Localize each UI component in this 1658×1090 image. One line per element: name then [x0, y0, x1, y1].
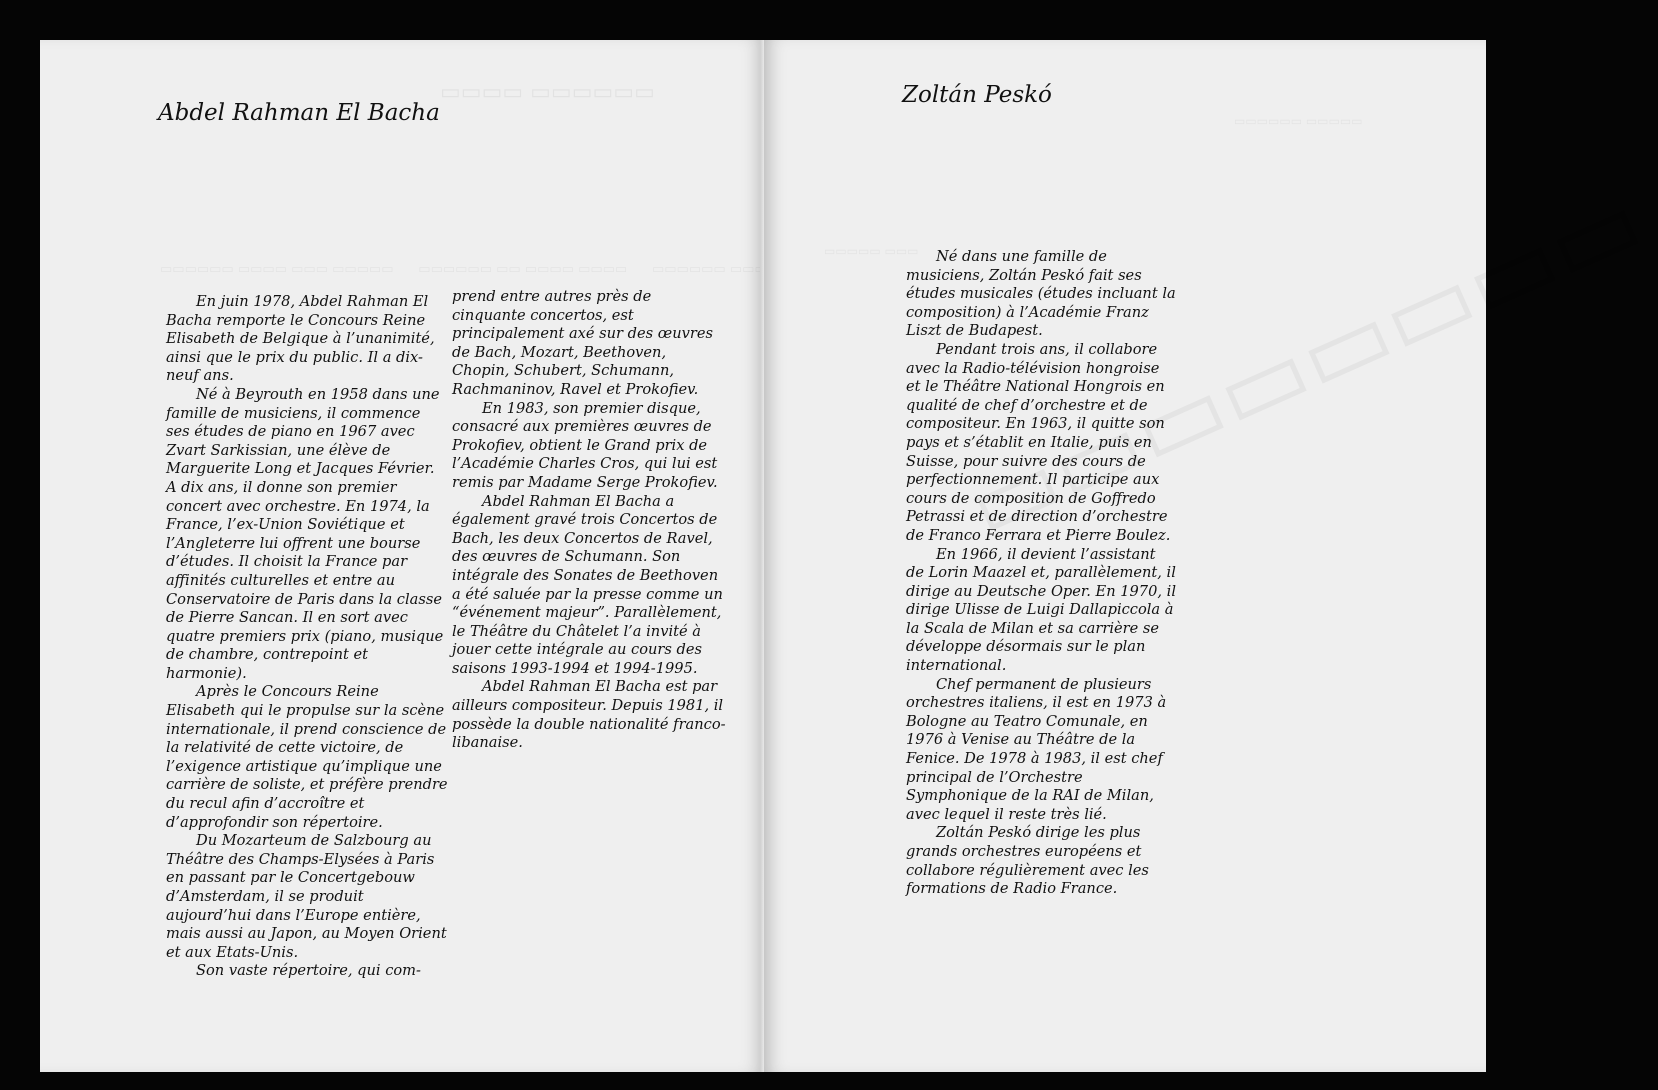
- bleed-through-text: ▭▭▭▭▭▭ ▭▭▭▭▭: [1234, 114, 1363, 128]
- paragraph: Abdel Rahman El Bacha est par ailleurs compositeur. Depuis 1981, il possède la double nationalité franco-libanaise.: [452, 678, 726, 752]
- paragraph: Du Mozarteum de Salzbourg au Théâtre des Champs-Elysées à Paris en passant par le Concertgebouw d’Amsterdam, il se produit aujourd’hui dans l’Europe entière, mais aussi au Japon, au Moyen Orient et aux Etats-Unis.: [166, 832, 447, 961]
- biography-column-1: [166, 293, 448, 981]
- biography-column-2: [452, 288, 726, 753]
- paragraph: Abdel Rahman El Bacha a également gravé trois Concertos de Bach, les deux Concertos de Ravel, des œuvres de Schumann. Son intégrale des Sonates de Beethoven a été saluée par la presse comme un “événement majeur”. Parallèlement, le Théâtre du Châtelet l’a invité à jouer cette intégrale au cours des saisons 1993-1994 et 1994-1995.: [452, 492, 723, 677]
- page-title: Abdel Rahman El Bacha: [158, 100, 440, 126]
- biography-column: [906, 248, 1178, 899]
- paragraph: Après le Concours Reine Elisabeth qui le propulse sur la scène internationale, il prend conscience de la relativité de cette victoire, de l’exigence artistique qu’implique une carrière de soliste, et préfère prendre du recul afin d’accroître et d’approfondir son répertoire.: [166, 683, 448, 831]
- paragraph: En 1983, son premier disque, consacré aux premières œuvres de Prokofiev, obtient le Grand prix de l’Académie Charles Cros, qui lui est remis par Madame Serge Prokofiev.: [452, 399, 718, 491]
- paragraph: Zoltán Peskó dirige les plus grands orchestres européens et collabore régulièrement avec les formations de Radio France.: [906, 824, 1149, 898]
- page-title: Zoltán Peskó: [902, 82, 1052, 108]
- left-page: [40, 40, 874, 1072]
- paragraph: prend entre autres près de cinquante concertos, est principalement axé sur des œuvres de Bach, Mozart, Beethoven, Chopin, Schubert, Schumann, Rachmaninov, Ravel et Prokofiev.: [452, 288, 713, 398]
- paragraph: En juin 1978, Abdel Rahman El Bacha remporte le Concours Reine Elisabeth de Belgique à l’unanimité, ainsi que le prix du public. Il a dix-neuf ans.: [166, 293, 435, 385]
- paragraph: Né dans une famille de musiciens, Zoltán Peskó fait ses études musicales (études incluant la composition) à l’Académie Franz Liszt de Budapest.: [906, 248, 1176, 340]
- bleed-through-text: ▭▭▭▭▭▭ ▭▭▭▭ ▭▭▭ ▭▭▭▭▭ ▭▭▭▭▭▭ ▭▭ ▭▭▭▭ ▭▭▭▭ ▭▭▭▭▭▭ ▭▭▭▭ ▭▭▭ ▭▭▭▭: [160, 262, 874, 277]
- paragraph: Pendant trois ans, il collabore avec la Radio-télévision hongroise et le Théâtre National Hongrois en qualité de chef d’orchestre et de compositeur. En 1963, il quitte son pays et s’établit en Italie, puis en Suisse, pour suivre des cours de perfectionnement. Il participe aux cours de composition de Goffredo Petrassi et de direction d’orchestre de Franco Ferrara et Pierre Boulez.: [906, 340, 1171, 544]
- bleed-through-text: ▭▭▭▭ ▭▭▭▭▭▭: [440, 80, 655, 105]
- right-page: [764, 40, 1486, 1072]
- paragraph: En 1966, il devient l’assistant de Lorin Maazel et, parallèlement, il dirige au Deutsche Oper. En 1970, il dirige Ulisse de Luigi Dallapiccola à la Scala de Milan et sa carrière se développe désormais sur le plan international.: [906, 545, 1176, 675]
- paragraph: Chef permanent de plusieurs orchestres italiens, il est en 1973 à Bologne au Teatro Comunale, en 1976 à Venise au Théâtre de la Fenice. De 1978 à 1983, il est chef principal de l’Orchestre Symphonique de la RAI de Milan, avec lequel il reste très lié.: [906, 675, 1167, 823]
- paragraph: Son vaste répertoire, qui com-: [196, 962, 421, 980]
- bleed-through-text: ▭▭▭▭▭ ▭▭▭: [824, 244, 919, 258]
- paragraph: Né à Beyrouth en 1958 dans une famille de musiciens, il commence ses études de piano en 1967 avec Zvart Sarkissian, une élève de Marguerite Long et Jacques Février. A dix ans, il donne son premier concert avec orchestre. En 1974, la France, l’ex-Union Soviétique et l’Angleterre lui offrent une bourse d’études. Il choisit la France par affinités culturelles et entre au Conservatoire de Paris dans la classe de Pierre Sancan. Il en sort avec quatre premiers prix (piano, musique de chambre, contrepoint et harmonie).: [166, 385, 444, 682]
